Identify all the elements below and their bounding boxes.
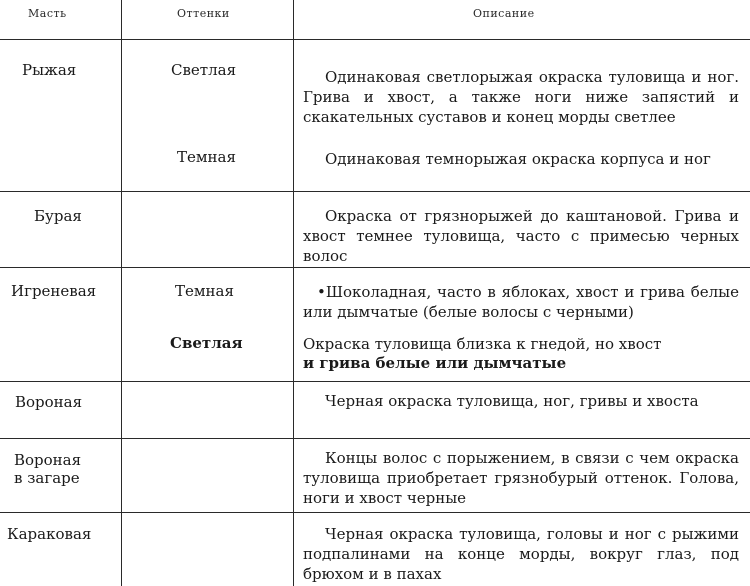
masti-cell: Игреневая xyxy=(11,282,97,300)
description-cell: Окраска от грязнорыжей до каштановой. Грива и хвост темнее туловища, часто с примесью черных волос xyxy=(303,207,739,265)
shade-cell: Светлая xyxy=(170,334,243,352)
masti-cell: Рыжая xyxy=(22,61,77,79)
masti-cell: в загаре xyxy=(14,469,80,487)
masti-cell: Вороная xyxy=(15,393,83,411)
masti-cell: Бурая xyxy=(34,207,82,225)
shade-cell: Темная xyxy=(175,282,234,300)
column-divider-2 xyxy=(293,0,294,586)
description-cell: Черная окраска туловища, ног, гривы и хвоста xyxy=(325,392,699,410)
masti-cell: Вороная xyxy=(14,451,82,469)
header-description: Описание xyxy=(473,7,535,20)
header-divider xyxy=(0,39,750,40)
header-shades: Оттенки xyxy=(177,7,230,20)
description-cell: Одинаковая темнорыжая окраска корпуса и ног xyxy=(325,150,711,168)
row-divider xyxy=(0,191,750,192)
masti-cell: Караковая xyxy=(7,525,92,543)
row-divider xyxy=(0,381,750,382)
shade-cell: Темная xyxy=(177,148,236,166)
row-divider xyxy=(0,512,750,513)
description-cell-continued: и грива белые или дымчатые xyxy=(303,354,567,372)
description-cell: •Шоколадная, часто в яблоках, хвост и грива белые или дымчатые (белые волосы с черными) xyxy=(303,283,739,321)
description-cell: Одинаковая светлорыжая окраска туловища и ног. Грива и хвост, а также ноги ниже запястий и скакательных суставов и конец морды светлее xyxy=(303,68,739,126)
shade-cell: Светлая xyxy=(171,61,237,79)
description-cell: Окраска туловища близка к гнедой, но хвост xyxy=(303,335,662,353)
column-divider-1 xyxy=(121,0,122,586)
row-divider xyxy=(0,438,750,439)
header-masti: Масть xyxy=(28,7,67,20)
row-divider xyxy=(0,267,750,268)
description-cell: Концы волос с порыжением, в связи с чем окраска туловища приобретает грязнобурый оттенок. Голова, ноги и хвост черные xyxy=(303,449,739,507)
description-cell: Черная окраска туловища, головы и ног с рыжими подпалинами на конце морды, вокруг глаз, под брюхом и в пахах xyxy=(303,525,739,583)
